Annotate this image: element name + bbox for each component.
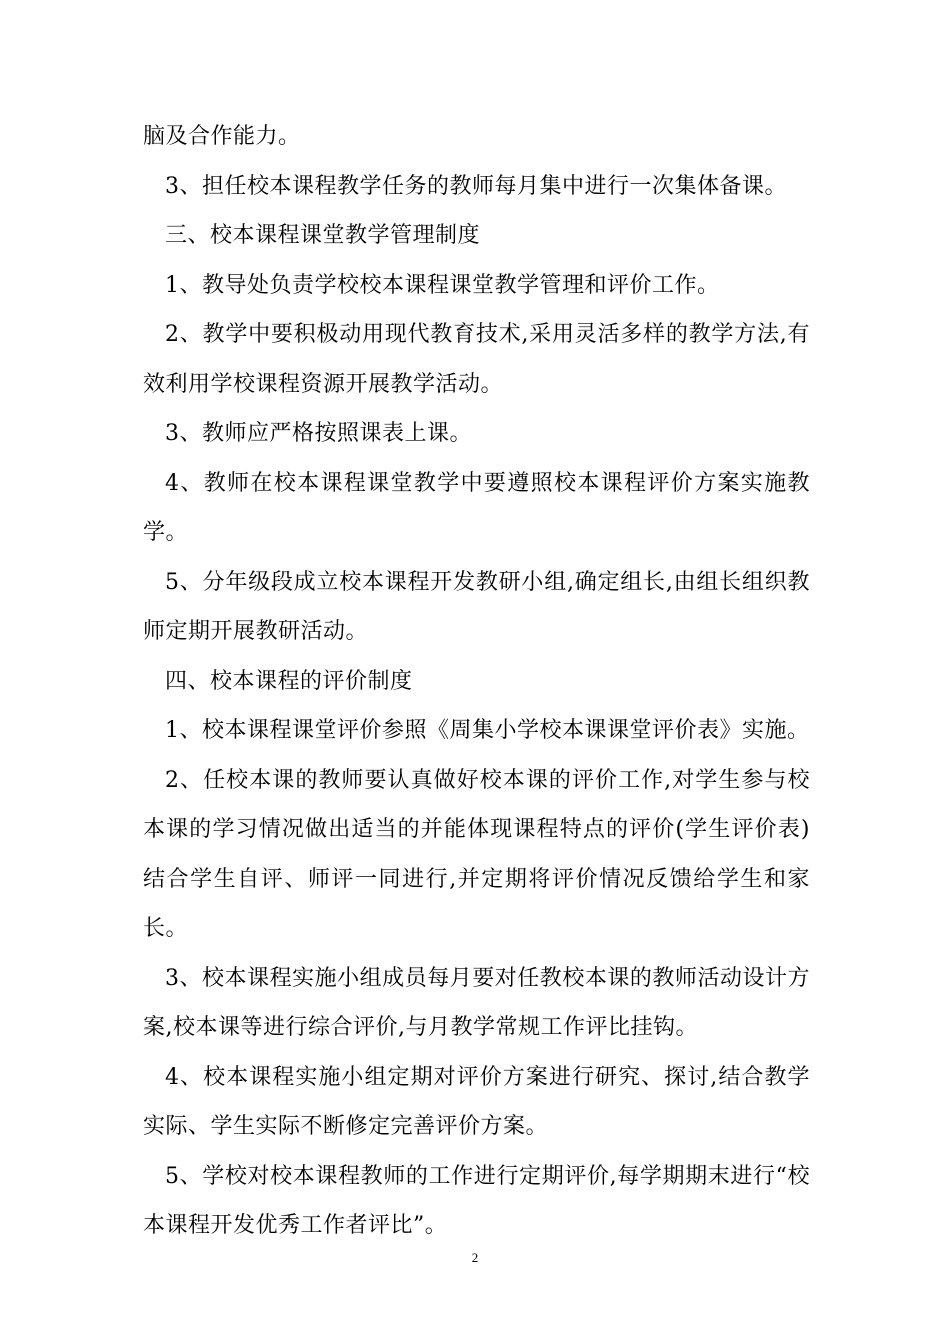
paragraph-item-3-monthly-review: 3、校本课程实施小组成员每月要对任教校本课的教师活动设计方案,校本课等进行综合评价,与月教学常规工作评比挂钩。 <box>143 965 810 1040</box>
paragraph-item-4-evaluation-plan: 4、教师在校本课程课堂教学中要遵照校本课程评价方案实施教学。 <box>143 470 810 545</box>
paragraph-continuation: 脑及合作能力。 <box>143 124 301 149</box>
paragraph-item-3-collective-lesson-prep: 3、担任校本课程教学任务的教师每月集中进行一次集体备课。 <box>165 173 787 199</box>
page-number: 2 <box>471 1250 479 1265</box>
paragraph-item-3-follow-timetable: 3、教师应严格按照课表上课。 <box>165 421 472 446</box>
document-body <box>143 112 810 1251</box>
paragraph-item-2-modern-technology: 2、教学中要积极动用现代教育技术,采用灵活多样的教学方法,有效利用学校课程资源开展教学活动。 <box>143 322 810 397</box>
paragraph-item-5-teacher-appraisal: 5、学校对校本课程教师的工作进行定期评价,每学期期末进行“校本课程开发优秀工作者评比”。 <box>143 1163 810 1238</box>
paragraph-item-1-guidance-office: 1、教导处负责学校校本课程课堂教学管理和评价工作。 <box>165 272 720 298</box>
paragraph-item-4-plan-research: 4、校本课程实施小组定期对评价方案进行研究、探讨,结合教学实际、学生实际不断修定完善评价方案。 <box>143 1064 810 1139</box>
paragraph-item-5-research-groups: 5、分年级段成立校本课程开发教研小组,确定组长,由组长组织教师定期开展教研活动。 <box>143 569 810 644</box>
section-heading-classroom-management: 三、校本课程课堂教学管理制度 <box>165 223 481 248</box>
section-heading-evaluation-system: 四、校本课程的评价制度 <box>165 668 413 694</box>
paragraph-item-1-classroom-evaluation: 1、校本课程课堂评价参照《周集小学校本课课堂评价表》实施。 <box>165 718 810 743</box>
paragraph-item-2-teacher-evaluation: 2、任校本课的教师要认真做好校本课的评价工作,对学生参与校本课的学习情况做出适当的并能体现课程特点的评价(学生评价表)结合学生自评、师评一同进行,并定期将评价情况反馈给学生和家长。 <box>143 767 810 941</box>
